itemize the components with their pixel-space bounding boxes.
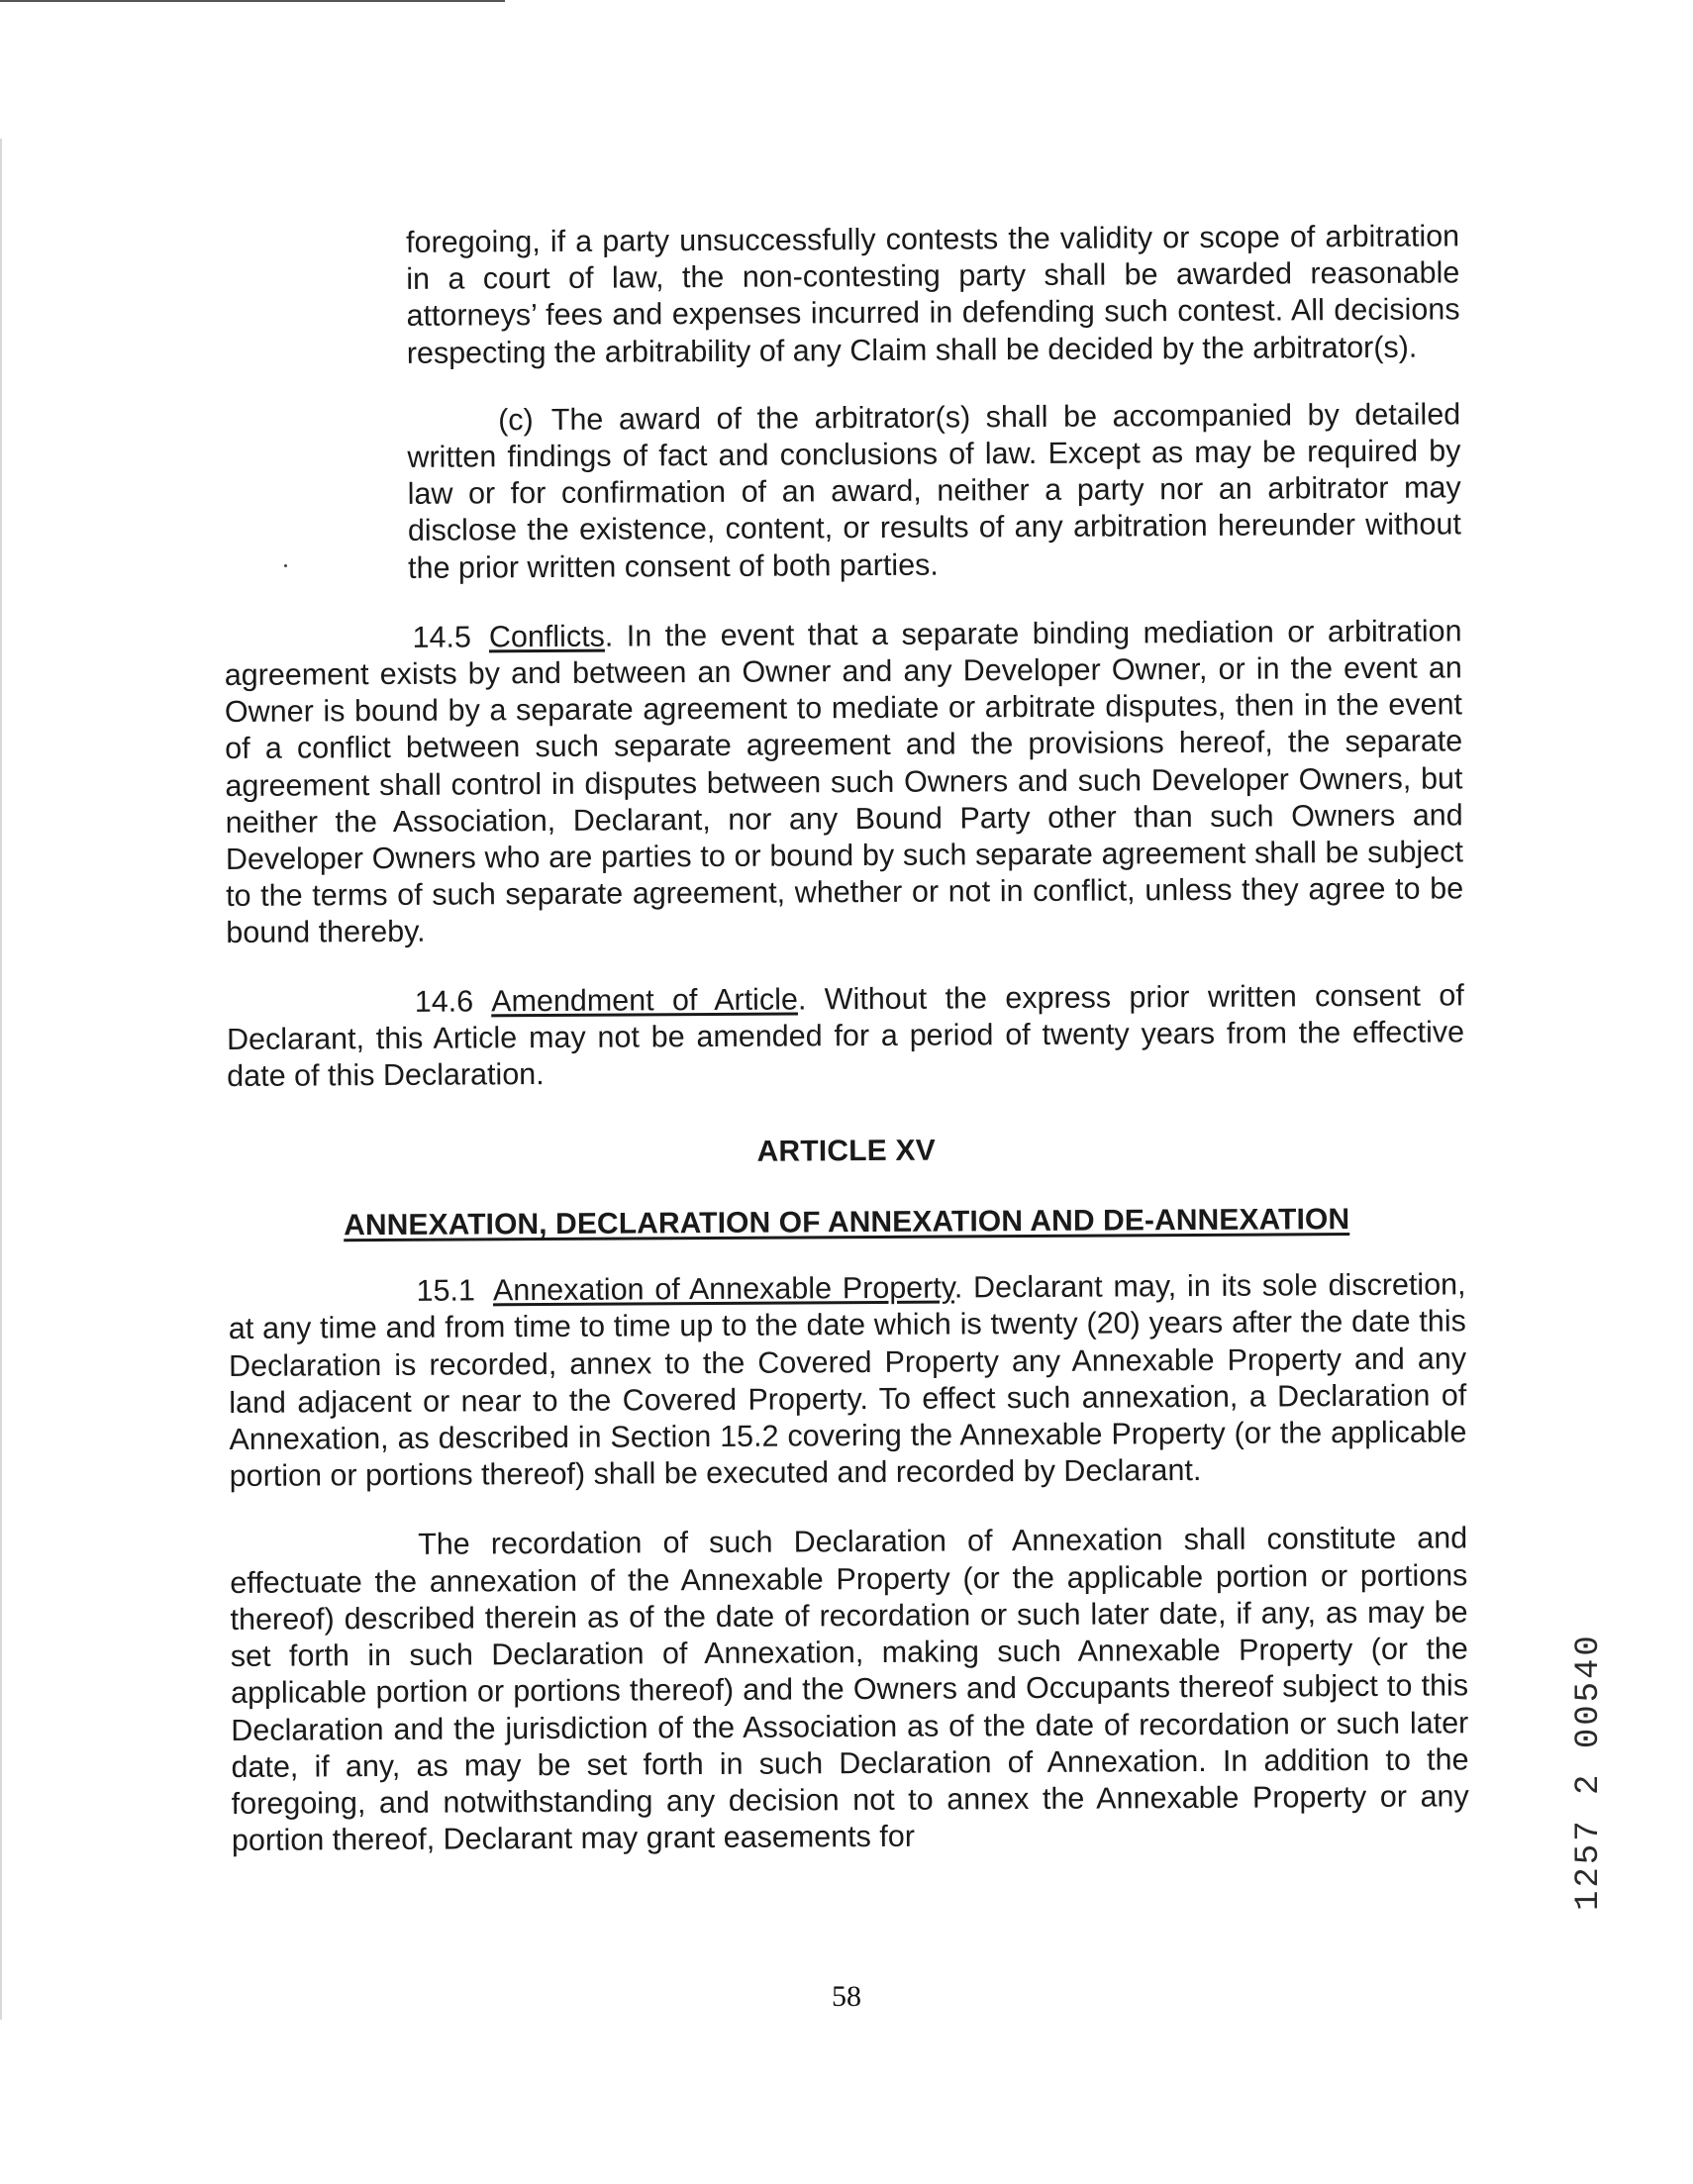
section-14-6-title: Amendment of Article xyxy=(491,982,798,1019)
section-15-1 xyxy=(228,1267,1466,1496)
section-14-6-number: 14.6 xyxy=(414,984,474,1019)
continuation-paragraph: foregoing, if a party unsuccessfully contests the validity or scope of arbitration in a court of law, the non-contesting party shall be awarded reasonable attorneys’ fees and expenses incurred in defending such contest. All decisions respecting the arbitrability of any Claim shall be decided by the arbitrator(s). xyxy=(406,219,1460,370)
section-14-5 xyxy=(224,613,1463,951)
section-15-1-title: Annexation of Annexable Property xyxy=(492,1270,954,1308)
section-14-6 xyxy=(227,977,1465,1095)
subsection-c-text: The award of the arbitrator(s) shall be accompanied by detailed written findings of fact and conclusions of law. Except as may be required by law or for confirmation of an award, neither a party nor an arbitrator may disclose the existence, content, or results of any arbitration hereunder without the prior written consent of both parties. xyxy=(407,397,1461,585)
section-15-1-text: . Declarant may, in its sole discretion, at any time and from time to time up to the date which is twenty (20) years after the date this Declaration is recorded, annex to the Covered Property any Annexable Property and any land adjacent or near to the Covered Property. To effect such annexation, a Declaration of Annexation, as described in Section 15.2 covering the Annexable Property (or the applicable portion or portions thereof) shall be executed and recorded by Declarant. xyxy=(228,1267,1467,1494)
recordation-paragraph: The recordation of such Declaration of Annexation shall constitute and effectuate the annexation of the Annexable Property (or the applicable portion or portions thereof) described therein as of the date of recordation or such later date, if any, as may be set forth in such Declaration of Annexation, making such Annexable Property (or the applicable portion or portions thereof) and the Owners and Occupants thereof subject to this Declaration and the jurisdiction of the Association as of the date of recordation or such later date, if any, as may be set forth in such Declaration of Annexation. In addition to the foregoing, and notwithstanding any decision not to annex the Annexable Property or any portion thereof, Declarant may grant easements for xyxy=(230,1521,1469,1858)
scan-edge-top xyxy=(0,0,505,2)
subsection-c-label: (c) xyxy=(498,402,534,438)
document-page xyxy=(222,218,1469,1859)
article-heading: ARTICLE XV xyxy=(756,1134,936,1168)
page-number: 58 xyxy=(832,1980,861,2013)
recording-stamp: 1257 2 00540 xyxy=(1570,1633,1608,1912)
subsection-c xyxy=(223,396,1461,588)
article-subheading: ANNEXATION, DECLARATION OF ANNEXATION AND DE-ANNEXATION xyxy=(344,1203,1350,1242)
section-15-1-number: 15.1 xyxy=(416,1273,476,1309)
section-14-5-text: . In the event that a separate binding mediation or arbitration agreement exists by and between an Owner and any Developer Owner, or in the event an Owner is bound by a separate agreement to mediate or arbitrate disputes, then in the event of a conflict between such separate agreement and the provisions hereof, the separate agreement shall control in disputes between such Owners and such Developer Owners, but neither the Association, Declarant, nor any Bound Party other than such Owners and Developer Owners who are parties to or bound by such separate agreement shall be subject to the terms of such separate agreement, whether or not in conflict, unless they agree to be bound thereby. xyxy=(224,614,1464,950)
section-14-6-text: . Without the express prior written consent of Declarant, this Article may not be amended for a period of twenty years from the effective date of this Declaration. xyxy=(226,978,1465,1094)
scan-edge-left xyxy=(0,139,2,2020)
section-14-5-title: Conflicts xyxy=(488,619,605,654)
section-14-5-number: 14.5 xyxy=(412,620,472,654)
